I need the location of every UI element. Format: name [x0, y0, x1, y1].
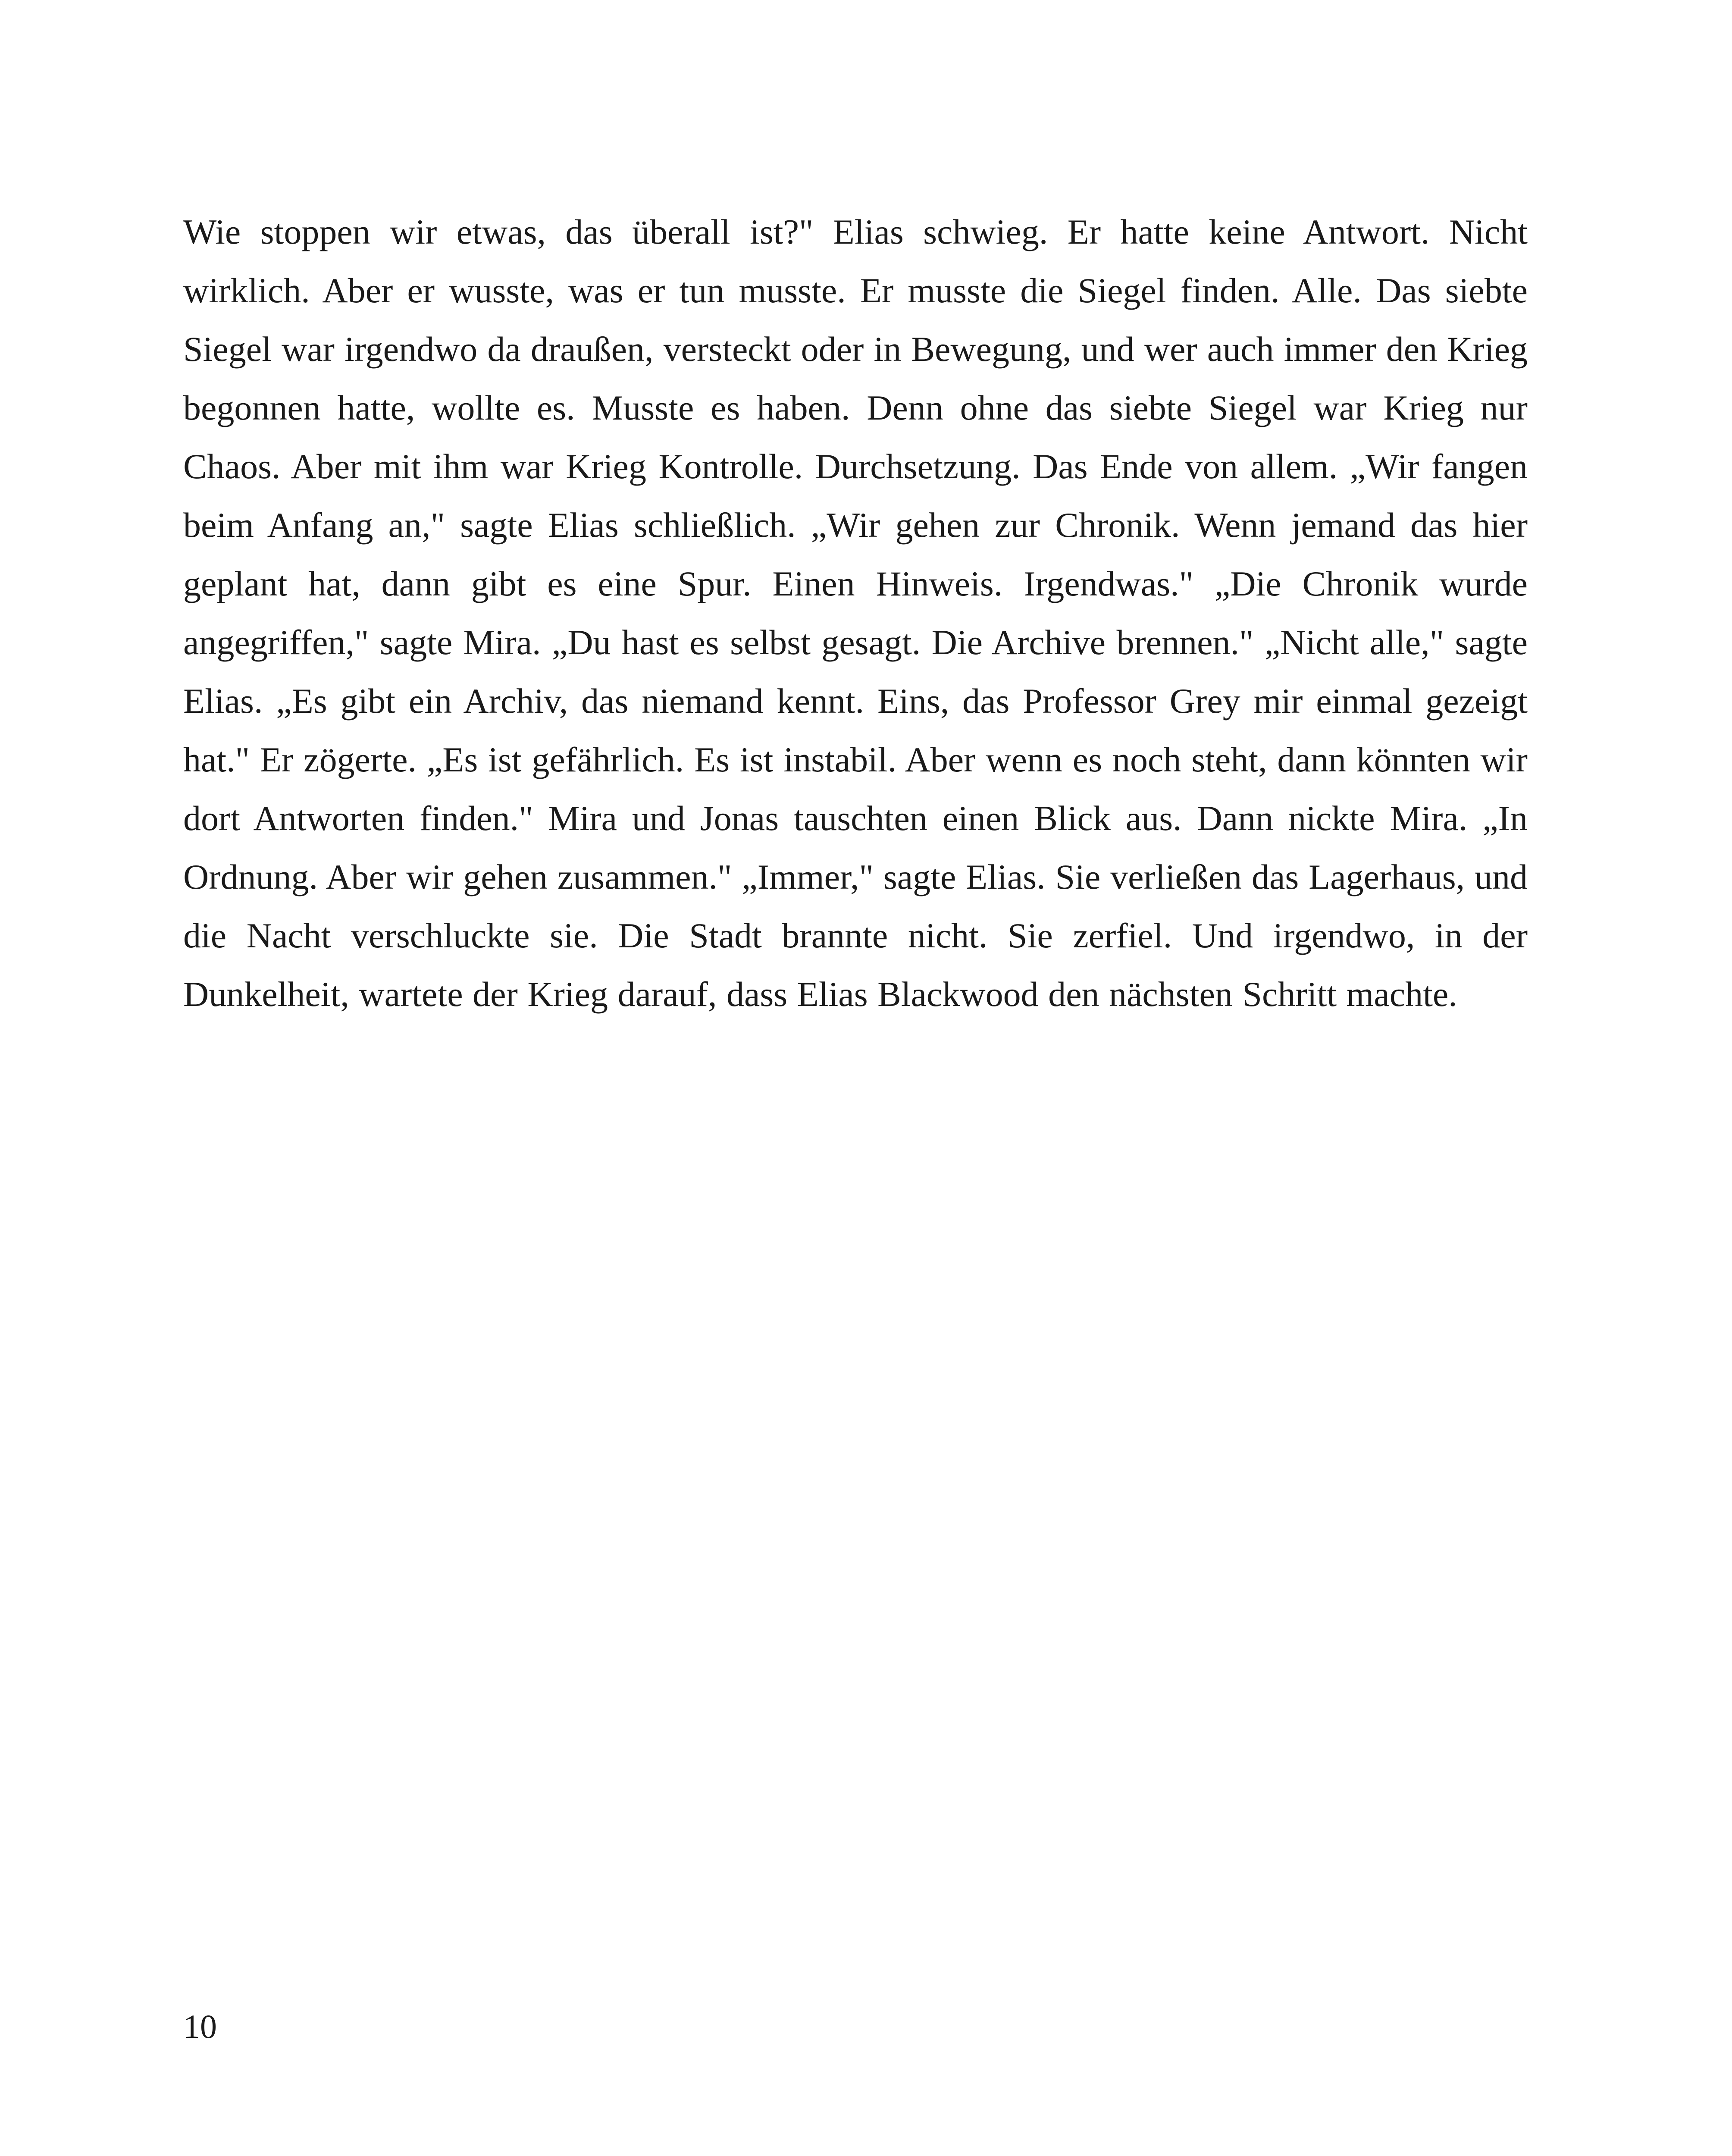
body-paragraph: Wie stoppen wir etwas, das überall ist?" Elias schwieg. Er hatte keine Antwort. Nicht wirklich. Aber er wusste, was er tun musste. Er musste die Siegel finden. Alle. Das siebte Siegel war irgendwo da draußen, versteckt oder in Bewegung, und wer auch immer den Krieg begonnen hatte, wollte es. Musste es haben. Denn ohne das siebte Siegel war Krieg nur Chaos. Aber mit ihm war Krieg Kontrolle. Durchsetzung. Das Ende von allem. „Wir fangen beim Anfang an," sagte Elias schließlich. „Wir gehen zur Chronik. Wenn jemand das hier geplant hat, dann gibt es eine Spur. Einen Hinweis. Irgendwas." „Die Chronik wurde angegriffen," sagte Mira. „Du hast es selbst gesagt. Die Archive brennen." „Nicht alle," sagte Elias. „Es gibt ein Archiv, das niemand kennt. Eins, das Professor Grey mir einmal gezeigt hat." Er zögerte. „Es ist gefährlich. Es ist instabil. Aber wenn es noch steht, dann könnten wir dort Antworten finden." Mira und Jonas tauschten einen Blick aus. Dann nickte Mira. „In Ordnung. Aber wir gehen zusammen." „Immer," sagte Elias. Sie verließen das Lagerhaus, und die Nacht verschluckte sie. Die Stadt brannte nicht. Sie zerfiel. Und irgendwo, in der Dunkelheit, wartete der Krieg darauf, dass Elias Blackwood den nächsten Schritt machte.	[183, 212, 1528, 1014]
page-number: 10	[183, 2008, 217, 2045]
